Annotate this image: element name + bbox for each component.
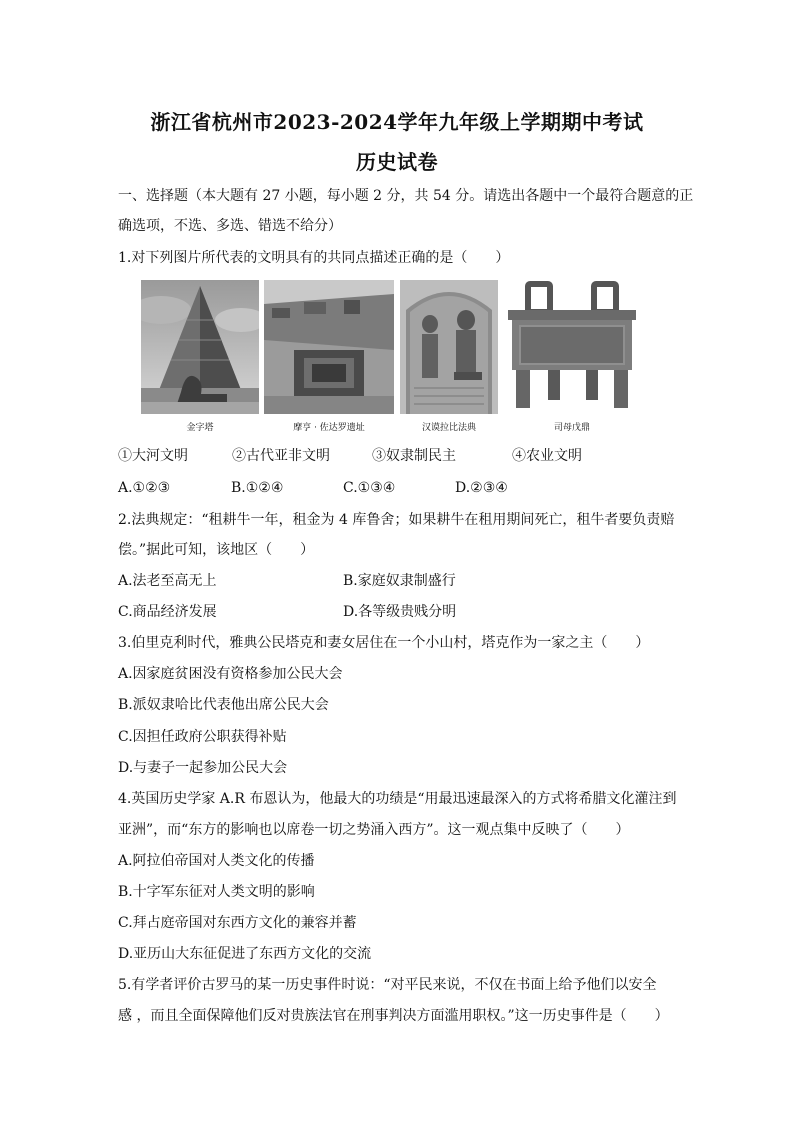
q2-option-c[interactable]: C.商品经济发展 xyxy=(118,604,217,620)
q2-option-a[interactable]: A.法老至高无上 xyxy=(118,573,217,589)
q3-option-a[interactable]: A.因家庭贫困没有资格参加公民大会 xyxy=(118,666,343,682)
q4-option-d[interactable]: D.亚历山大东征促进了东西方文化的交流 xyxy=(118,946,372,962)
q1-option-b[interactable]: B.①②④ xyxy=(231,480,284,496)
section-instruction-line1: 一、选择题（本大题有 27 小题，每小题 2 分，共 54 分。请选出各题中一个最符合题意的正 xyxy=(118,188,694,204)
q4-option-a[interactable]: A.阿拉伯帝国对人类文化的传播 xyxy=(118,853,315,869)
q1-option-d[interactable]: D.②③④ xyxy=(455,480,508,496)
caption-mohenjo-daro: 摩亨 · 佐达罗遗址 xyxy=(293,423,365,433)
q1-item-3: ③奴隶制民主 xyxy=(372,448,456,464)
q1-item-4: ④农业文明 xyxy=(512,448,582,464)
exam-subtitle: 历史试卷 xyxy=(356,150,438,174)
q1-stem: 1.对下列图片所代表的文明具有的共同点描述正确的是（ ） xyxy=(118,250,510,266)
q1-item-2: ②古代亚非文明 xyxy=(232,448,330,464)
q4-option-c[interactable]: C.拜占庭帝国对东西方文化的兼容并蓄 xyxy=(118,915,357,931)
q2-stem-line2: 偿。”据此可知，该地区（ ） xyxy=(118,542,315,558)
q5-stem-line2: 感 ，而且全面保障他们反对贵族法官在刑事判决方面滥用职权。”这一历史事件是（ ） xyxy=(118,1008,669,1024)
q3-option-c[interactable]: C.因担任政府公职获得补贴 xyxy=(118,729,287,745)
q4-stem-line2: 亚洲”，而“东方的影响也以席卷一切之势涌入西方”。这一观点集中反映了（ ） xyxy=(118,822,630,838)
q5-stem-line1: 5.有学者评价古罗马的某一历史事件时说：“对平民来说，不仅在书面上给予他们以安全 xyxy=(118,977,657,993)
q4-option-b[interactable]: B.十字军东征对人类文明的影响 xyxy=(118,884,315,900)
q4-stem-line1: 4.英国历史学家 A.R 布恩认为，他最大的功绩是“用最迅速最深入的方式将希腊文化灌注到 xyxy=(118,791,677,807)
q2-stem-line1: 2.法典规定：“租耕牛一年，租金为 4 库鲁舍；如果耕牛在租用期间死亡，租牛者要负责赔 xyxy=(118,512,675,528)
q1-option-a[interactable]: A.①②③ xyxy=(118,480,171,496)
mohenjo-daro-image xyxy=(264,280,394,414)
pyramid-image xyxy=(141,280,259,414)
q3-option-b[interactable]: B.派奴隶哈比代表他出席公民大会 xyxy=(118,697,329,713)
q1-item-1: ①大河文明 xyxy=(118,448,188,464)
exam-title: 浙江省杭州市2023-2024学年九年级上学期期中考试 xyxy=(150,110,644,134)
caption-pyramid: 金字塔 xyxy=(186,423,214,433)
section-instruction-line2: 确选项，不选、多选、错选不给分） xyxy=(118,218,342,234)
simuwu-ding-image xyxy=(502,280,642,414)
q2-option-b[interactable]: B.家庭奴隶制盛行 xyxy=(343,573,456,589)
q3-stem: 3.伯里克利时代，雅典公民塔克和妻女居住在一个小山村，塔克作为一家之主（ ） xyxy=(118,635,650,651)
caption-simuwu-ding: 司母戊鼎 xyxy=(553,423,590,433)
hammurabi-code-image xyxy=(400,280,498,414)
q2-option-d[interactable]: D.各等级贵贱分明 xyxy=(343,604,457,620)
q1-option-c[interactable]: C.①③④ xyxy=(343,480,396,496)
q3-option-d[interactable]: D.与妻子一起参加公民大会 xyxy=(118,760,288,776)
caption-hammurabi: 汉谟拉比法典 xyxy=(421,423,476,433)
